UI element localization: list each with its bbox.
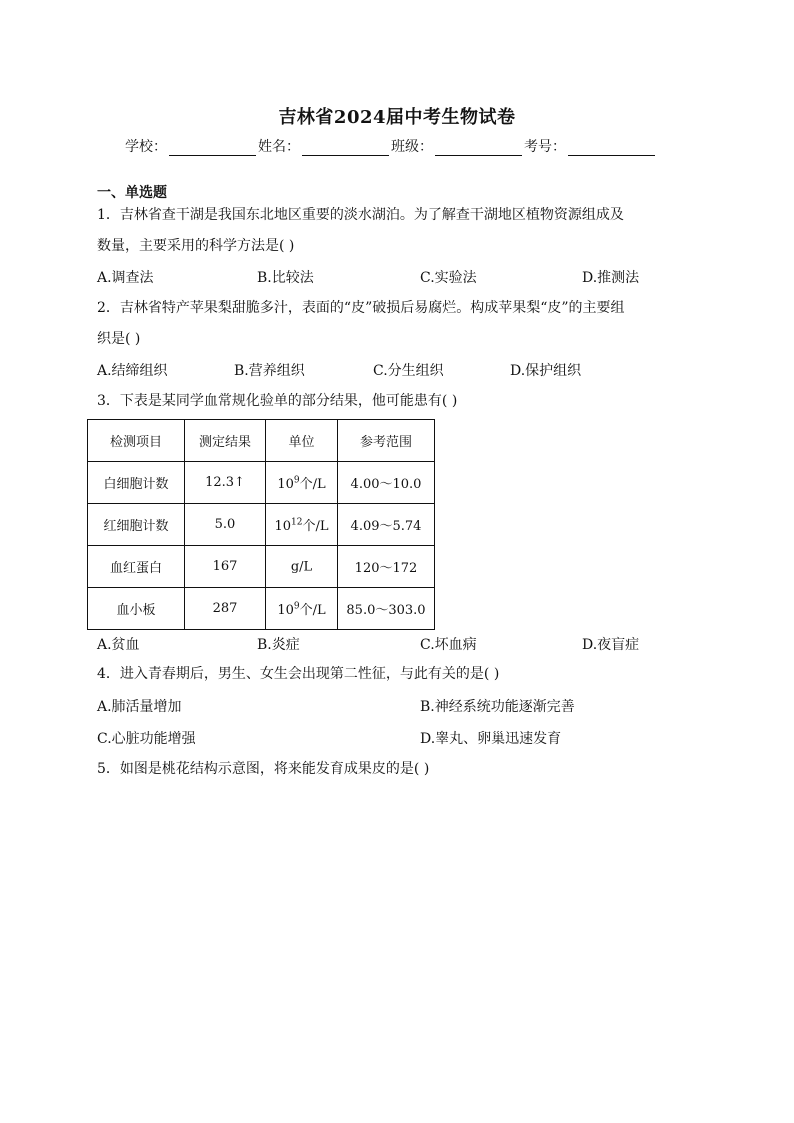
table-cell-item: 血红蛋白 — [88, 546, 185, 588]
section-heading: 一、单选题 — [97, 185, 167, 201]
question-1-line-1: 1．吉林省查干湖是我国东北地区重要的淡水湖泊。为了解查干湖地区植物资源组成及 — [97, 207, 624, 223]
name-blank[interactable] — [302, 141, 389, 156]
class-label: 班级： — [391, 139, 433, 155]
table-header-row — [88, 420, 435, 462]
exam-title: 吉林省2024届中考生物试卷 — [278, 107, 516, 128]
table-header: 参考范围 — [338, 420, 435, 462]
question-1 — [97, 200, 697, 262]
table-row — [88, 588, 435, 630]
table-cell-item: 血小板 — [88, 588, 185, 630]
school-blank[interactable] — [169, 141, 256, 156]
question-2 — [97, 293, 697, 355]
question-1-option-a[interactable]: A.调查法 — [97, 270, 154, 286]
question-4 — [97, 659, 697, 690]
table-cell-range: 120～172 — [338, 546, 435, 588]
student-info-line — [125, 136, 657, 156]
question-3-option-c[interactable]: C.坏血病 — [420, 637, 477, 653]
question-3-option-d[interactable]: D.夜盲症 — [582, 637, 640, 653]
table-cell-unit: $10^9$个/L — [266, 462, 338, 504]
name-label: 姓名： — [258, 139, 300, 155]
question-3-line-1: 3．下表是某同学血常规化验单的部分结果，他可能患有( ) — [97, 393, 458, 409]
table-header: 单位 — [266, 420, 338, 462]
question-4-option-c[interactable]: C.心脏功能增强 — [97, 731, 196, 747]
question-5 — [97, 754, 697, 785]
table-cell-item: 红细胞计数 — [88, 504, 185, 546]
question-4-options-row-1 — [97, 696, 697, 716]
question-2-line-2: 织是( ) — [97, 331, 141, 347]
question-1-option-d[interactable]: D.推测法 — [582, 270, 640, 286]
school-label: 学校： — [125, 139, 167, 155]
question-2-line-1: 2．吉林省特产苹果梨甜脆多汁，表面的“皮”破损后易腐烂。构成苹果梨“皮”的主要组 — [97, 300, 625, 316]
question-4-options-row-2 — [97, 728, 697, 748]
question-2-options — [97, 360, 697, 380]
table-row — [88, 504, 435, 546]
question-2-option-d[interactable]: D.保护组织 — [510, 363, 582, 379]
table-cell-range: 4.09～5.74 — [338, 504, 435, 546]
exam-number-label: 考号： — [524, 139, 566, 155]
table-cell-result: 167 — [185, 546, 266, 588]
exam-number-blank[interactable] — [568, 141, 655, 156]
question-2-option-c[interactable]: C.分生组织 — [373, 363, 444, 379]
question-2-option-b[interactable]: B.营养组织 — [234, 363, 305, 379]
question-4-option-a[interactable]: A.肺活量增加 — [97, 699, 182, 715]
question-3 — [97, 386, 697, 417]
table-cell-result: 5.0 — [185, 504, 266, 546]
question-3-option-a[interactable]: A.贫血 — [97, 637, 140, 653]
question-1-options — [97, 267, 697, 287]
blood-test-table — [87, 419, 435, 630]
question-1-option-b[interactable]: B.比较法 — [257, 270, 314, 286]
table-cell-item: 白细胞计数 — [88, 462, 185, 504]
class-blank[interactable] — [435, 141, 522, 156]
table-cell-result: 287 — [185, 588, 266, 630]
table-header: 检测项目 — [88, 420, 185, 462]
table-cell-unit: $10^9$个/L — [266, 588, 338, 630]
table-row — [88, 462, 435, 504]
question-4-option-d[interactable]: D.睾丸、卵巢迅速发育 — [420, 731, 562, 747]
question-4-option-b[interactable]: B.神经系统功能逐渐完善 — [420, 699, 575, 715]
table-cell-unit: $10^{12}$个/L — [266, 504, 338, 546]
table-cell-range: 4.00～10.0 — [338, 462, 435, 504]
question-3-option-b[interactable]: B.炎症 — [257, 637, 300, 653]
question-5-line-1: 5．如图是桃花结构示意图，将来能发育成果皮的是( ) — [97, 761, 430, 777]
table-cell-result: 12.3↑ — [185, 462, 266, 504]
table-cell-unit: g/L — [266, 546, 338, 588]
question-1-option-c[interactable]: C.实验法 — [420, 270, 477, 286]
question-3-options — [97, 634, 697, 654]
question-4-line-1: 4．进入青春期后，男生、女生会出现第二性征，与此有关的是( ) — [97, 666, 500, 682]
table-cell-range: 85.0～303.0 — [338, 588, 435, 630]
question-2-option-a[interactable]: A.结缔组织 — [97, 363, 168, 379]
question-1-line-2: 数量，主要采用的科学方法是( ) — [97, 238, 295, 254]
table-header: 测定结果 — [185, 420, 266, 462]
table-row — [88, 546, 435, 588]
